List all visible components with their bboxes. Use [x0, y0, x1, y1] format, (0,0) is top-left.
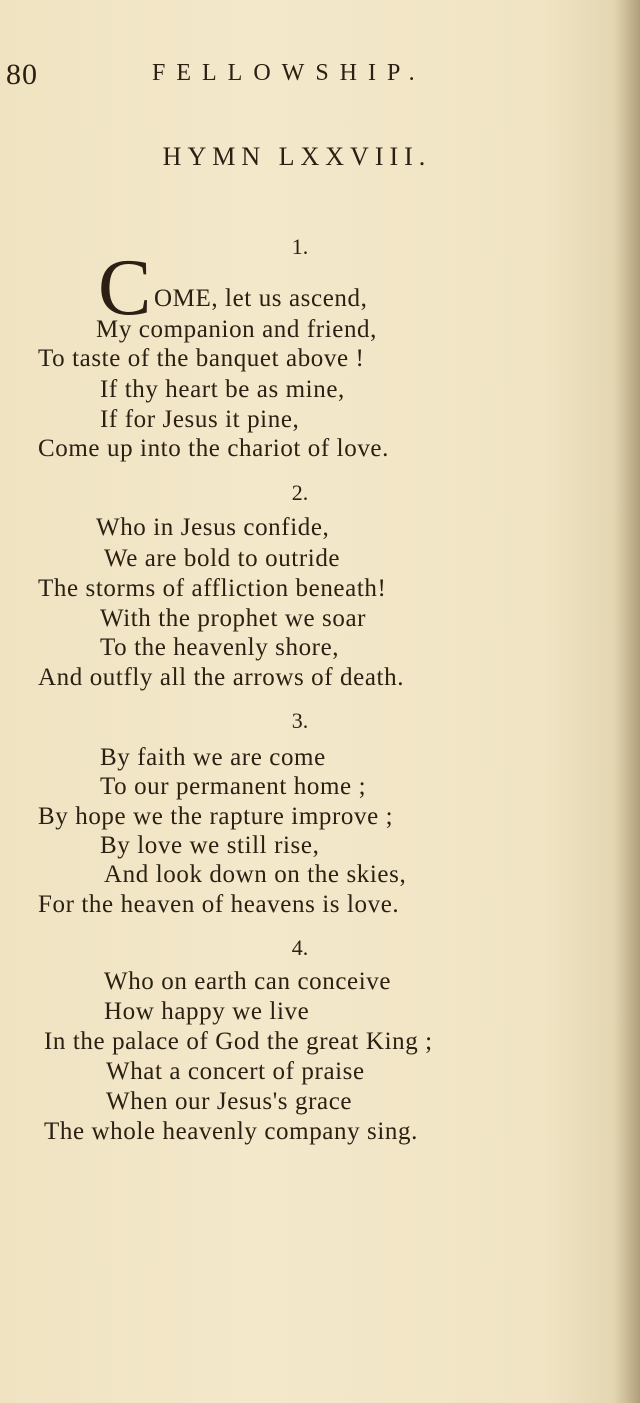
stanza-3-line-4: By love we still rise, [100, 832, 320, 859]
stanza-2-line-3: The storms of affliction beneath! [38, 575, 387, 602]
stanza-number-2: 2. [291, 480, 309, 505]
stanza-4-line-1: Who on earth can conceive [104, 968, 392, 995]
stanza-3-line-5: And look down on the skies, [104, 861, 407, 888]
page-gutter-shadow [614, 0, 640, 1403]
stanza-2-line-1: Who in Jesus confide, [96, 514, 330, 541]
stanza-3-line-3: By hope we the rapture improve ; [38, 803, 394, 830]
stanza-number-1: 1. [291, 234, 309, 259]
stanza-1-line-1: OME, let us ascend, [154, 285, 368, 312]
stanza-2-line-4: With the prophet we soar [100, 605, 367, 632]
page-number: 80 [6, 58, 38, 91]
stanza-3-line-6: For the heaven of heavens is love. [38, 891, 400, 918]
page-header [0, 58, 640, 98]
stanza-2-line-5: To the heavenly shore, [100, 634, 340, 661]
stanza-1-line-3: To taste of the banquet above ! [38, 345, 365, 372]
stanza-3-line-2: To our permanent home ; [100, 773, 367, 800]
stanza-4-line-6: The whole heavenly company sing. [44, 1118, 418, 1145]
stanza-1-line-4: If thy heart be as mine, [100, 376, 345, 403]
stanza-3-line-1: By faith we are come [100, 744, 326, 771]
stanza-2-line-2: We are bold to outride [104, 545, 341, 572]
stanza-4-line-3: In the palace of God the great King ; [44, 1028, 433, 1055]
hymn-title: HYMN LXXVIII. [162, 142, 432, 171]
stanza-1-line-2: My companion and friend, [96, 316, 378, 343]
running-title: FELLOWSHIP. [152, 60, 426, 86]
stanza-number-4: 4. [291, 935, 309, 960]
drop-cap: C [98, 244, 152, 332]
stanza-4-line-2: How happy we live [104, 998, 310, 1025]
stanza-2-line-6: And outfly all the arrows of death. [38, 664, 405, 691]
stanza-1-line-6: Come up into the chariot of love. [38, 435, 389, 462]
stanza-4-line-4: What a concert of praise [106, 1058, 365, 1085]
stanza-number-3: 3. [291, 708, 309, 733]
stanza-1-line-5: If for Jesus it pine, [100, 406, 300, 433]
stanza-4-line-5: When our Jesus's grace [106, 1088, 353, 1115]
